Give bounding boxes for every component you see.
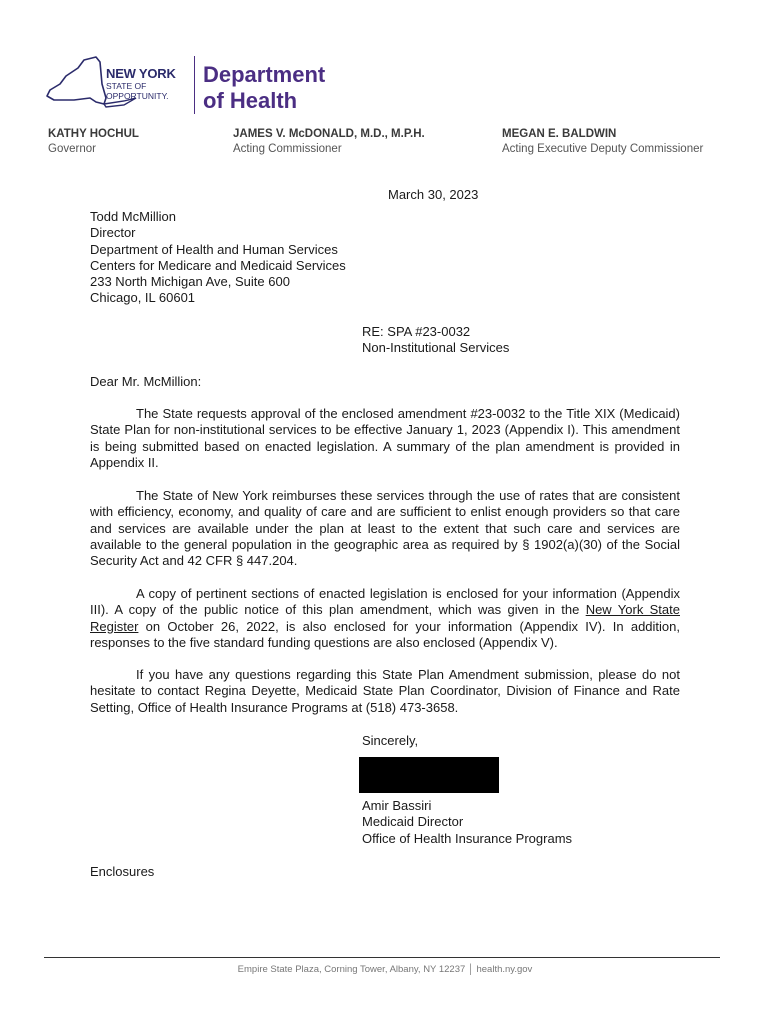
- footer-address: Empire State Plaza, Corning Tower, Albany, NY 12237 │ health.ny.gov: [237, 964, 533, 975]
- recipient-line: Director: [90, 225, 136, 241]
- re-subject: Non-Institutional Services: [362, 340, 510, 356]
- body-paragraph-3: [90, 586, 680, 651]
- recipient-line: 233 North Michigan Ave, Suite 600: [90, 274, 290, 290]
- governor-title: Governor: [48, 143, 96, 155]
- signer-name: Amir Bassiri: [362, 798, 432, 813]
- recipient-line: Todd McMillion: [90, 209, 176, 224]
- re-block: [362, 324, 509, 357]
- commissioner-title: Acting Commissioner: [233, 143, 342, 155]
- signer-title: Medicaid Director: [362, 814, 464, 830]
- enclosures-label: Enclosures: [90, 864, 155, 879]
- paragraph-text: If you have any questions regarding this State Plan Amendment submission, please do not hesitate to contact Regina Deyette, Medicaid State Plan Coordinator, Division of Finance and Rate Setting, Office of Health Insurance Programs at (518) 473-3658.: [90, 667, 680, 715]
- signature-redaction: [359, 757, 499, 793]
- department-title: Department: [203, 62, 326, 87]
- salutation: Dear Mr. McMillion:: [90, 374, 202, 389]
- signer-block: [362, 798, 572, 847]
- ny-state-logo: [44, 54, 192, 112]
- deputy-commissioner-name: MEGAN E. BALDWIN: [502, 128, 617, 140]
- body-paragraph-2: [90, 488, 680, 569]
- register-reference: New York State Register: [90, 602, 680, 634]
- paragraph-text: The State of New York reimburses these services through the use of rates that are consistent with efficiency, economy, and quality of care and are sufficient to enlist enough providers so that care and services are available under the plan at least to the extent that such care and services are available to the general population in the geographic area as required by § 1902(a)(30) of the Social Security Act and 42 CFR § 447.204.: [90, 488, 680, 569]
- closing: Sincerely,: [362, 733, 419, 748]
- re-line: RE: SPA #23-0032: [362, 324, 471, 339]
- recipient-line: Centers for Medicare and Medicaid Services: [90, 257, 346, 273]
- commissioner-name: JAMES V. McDONALD, M.D., M.P.H.: [233, 128, 425, 140]
- signer-office: Office of Health Insurance Programs: [362, 830, 573, 846]
- recipient-address: [90, 209, 346, 307]
- paragraph-text: The State requests approval of the enclosed amendment #23-0032 to the Title XIX (Medicaid) State Plan for non-institutional services to be effective January 1, 2023 (Appendix I). This amendment is being submitted based on enacted legislation. A summary of the plan amendment is provided in Appendix II.: [90, 406, 680, 470]
- paragraph-text: A copy of pertinent sections of enacted legislation is enclosed for your information (Appendix III). A copy of the public notice of this plan amendment, which was given in the: [90, 586, 680, 618]
- footer-divider: [44, 957, 720, 958]
- body-paragraph-4: [90, 667, 680, 716]
- logo-text-opportunity: OPPORTUNITY.: [106, 91, 169, 101]
- logo-text-state-of: STATE OF: [106, 81, 147, 91]
- recipient-line: Department of Health and Human Services: [90, 241, 338, 257]
- governor-name: KATHY HOCHUL: [48, 128, 139, 140]
- letter-date: March 30, 2023: [388, 187, 479, 202]
- deputy-commissioner-title: Acting Executive Deputy Commissioner: [502, 143, 704, 155]
- department-subtitle: of Health: [203, 88, 298, 113]
- body-paragraph-1: [90, 406, 680, 471]
- logo-text-new-york: NEW YORK: [106, 66, 176, 81]
- logo-divider: [194, 56, 195, 114]
- recipient-line: Chicago, IL 60601: [90, 290, 196, 306]
- paragraph-text: on October 26, 2022, is also enclosed for your information (Appendix IV). In addition, responses to the five standard funding questions are also enclosed (Appendix V).: [90, 618, 680, 650]
